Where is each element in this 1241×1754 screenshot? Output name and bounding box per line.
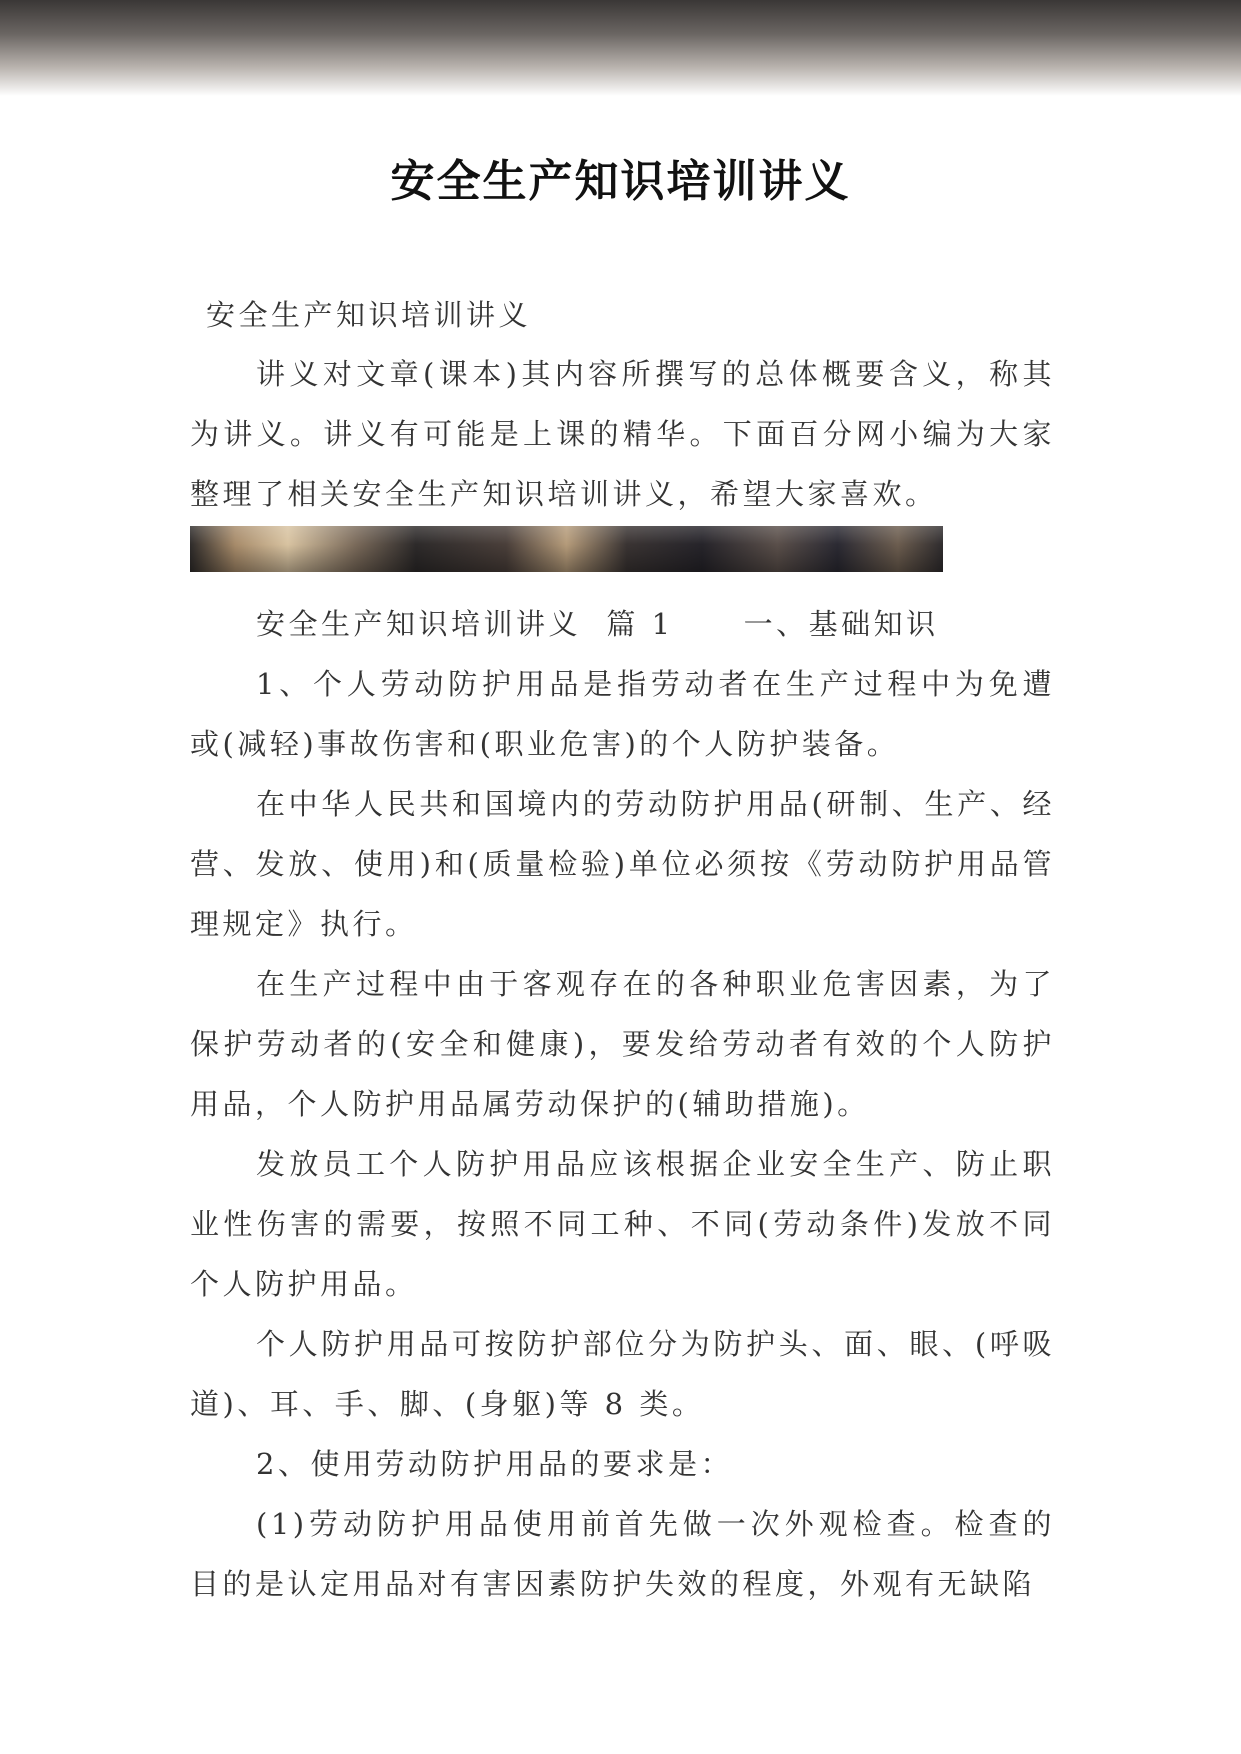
body-paragraph: 1、个人劳动防护用品是指劳动者在生产过程中为免遭或(减轻)事故伤害和(职业危害)的个人防护装备。 [190,667,1055,761]
body-paragraph: (1)劳动防护用品使用前首先做一次外观检查。检查的目的是认定用品对有害因素防护失效的程度，外观有无缺陷 [190,1507,1055,1601]
section-subheading: 一、基础知识 [743,607,939,641]
body-paragraph: 在生产过程中由于客观存在的各种职业危害因素，为了保护劳动者的(安全和健康)，要发给劳动者有效的个人防护用品，个人防护用品属劳动保护的(辅助措施)。 [190,967,1055,1121]
body-paragraph: 个人防护用品可按防护部位分为防护头、面、眼、(呼吸道)、耳、手、脚、(身躯)等 8 类。 [190,1327,1055,1421]
blurred-header-image [0,0,1241,96]
body-paragraph: 2、使用劳动防护用品的要求是： [256,1447,733,1481]
document-subtitle: 安全生产知识培训讲义 [206,298,532,332]
document-body [190,286,1055,1614]
section-heading: 安全生产知识培训讲义 篇 1 [256,607,674,641]
body-paragraph: 在中华人民共和国境内的劳动防护用品(研制、生产、经营、发放、使用)和(质量检验)单位必须按《劳动防护用品管理规定》执行。 [190,787,1055,941]
document-title: 安全生产知识培训讲义 [390,156,851,207]
intro-paragraph: 讲义对文章(课本)其内容所撰写的总体概要含义，称其为讲义。讲义有可能是上课的精华。下面百分网小编为大家整理了相关安全生产知识培训讲义，希望大家喜欢。 [190,357,1055,511]
body-paragraph: 发放员工个人防护用品应该根据企业安全生产、防止职业性伤害的需要，按照不同工种、不同(劳动条件)发放不同个人防护用品。 [190,1147,1055,1301]
section-heading-line [190,594,1055,654]
banner-image [190,526,943,572]
